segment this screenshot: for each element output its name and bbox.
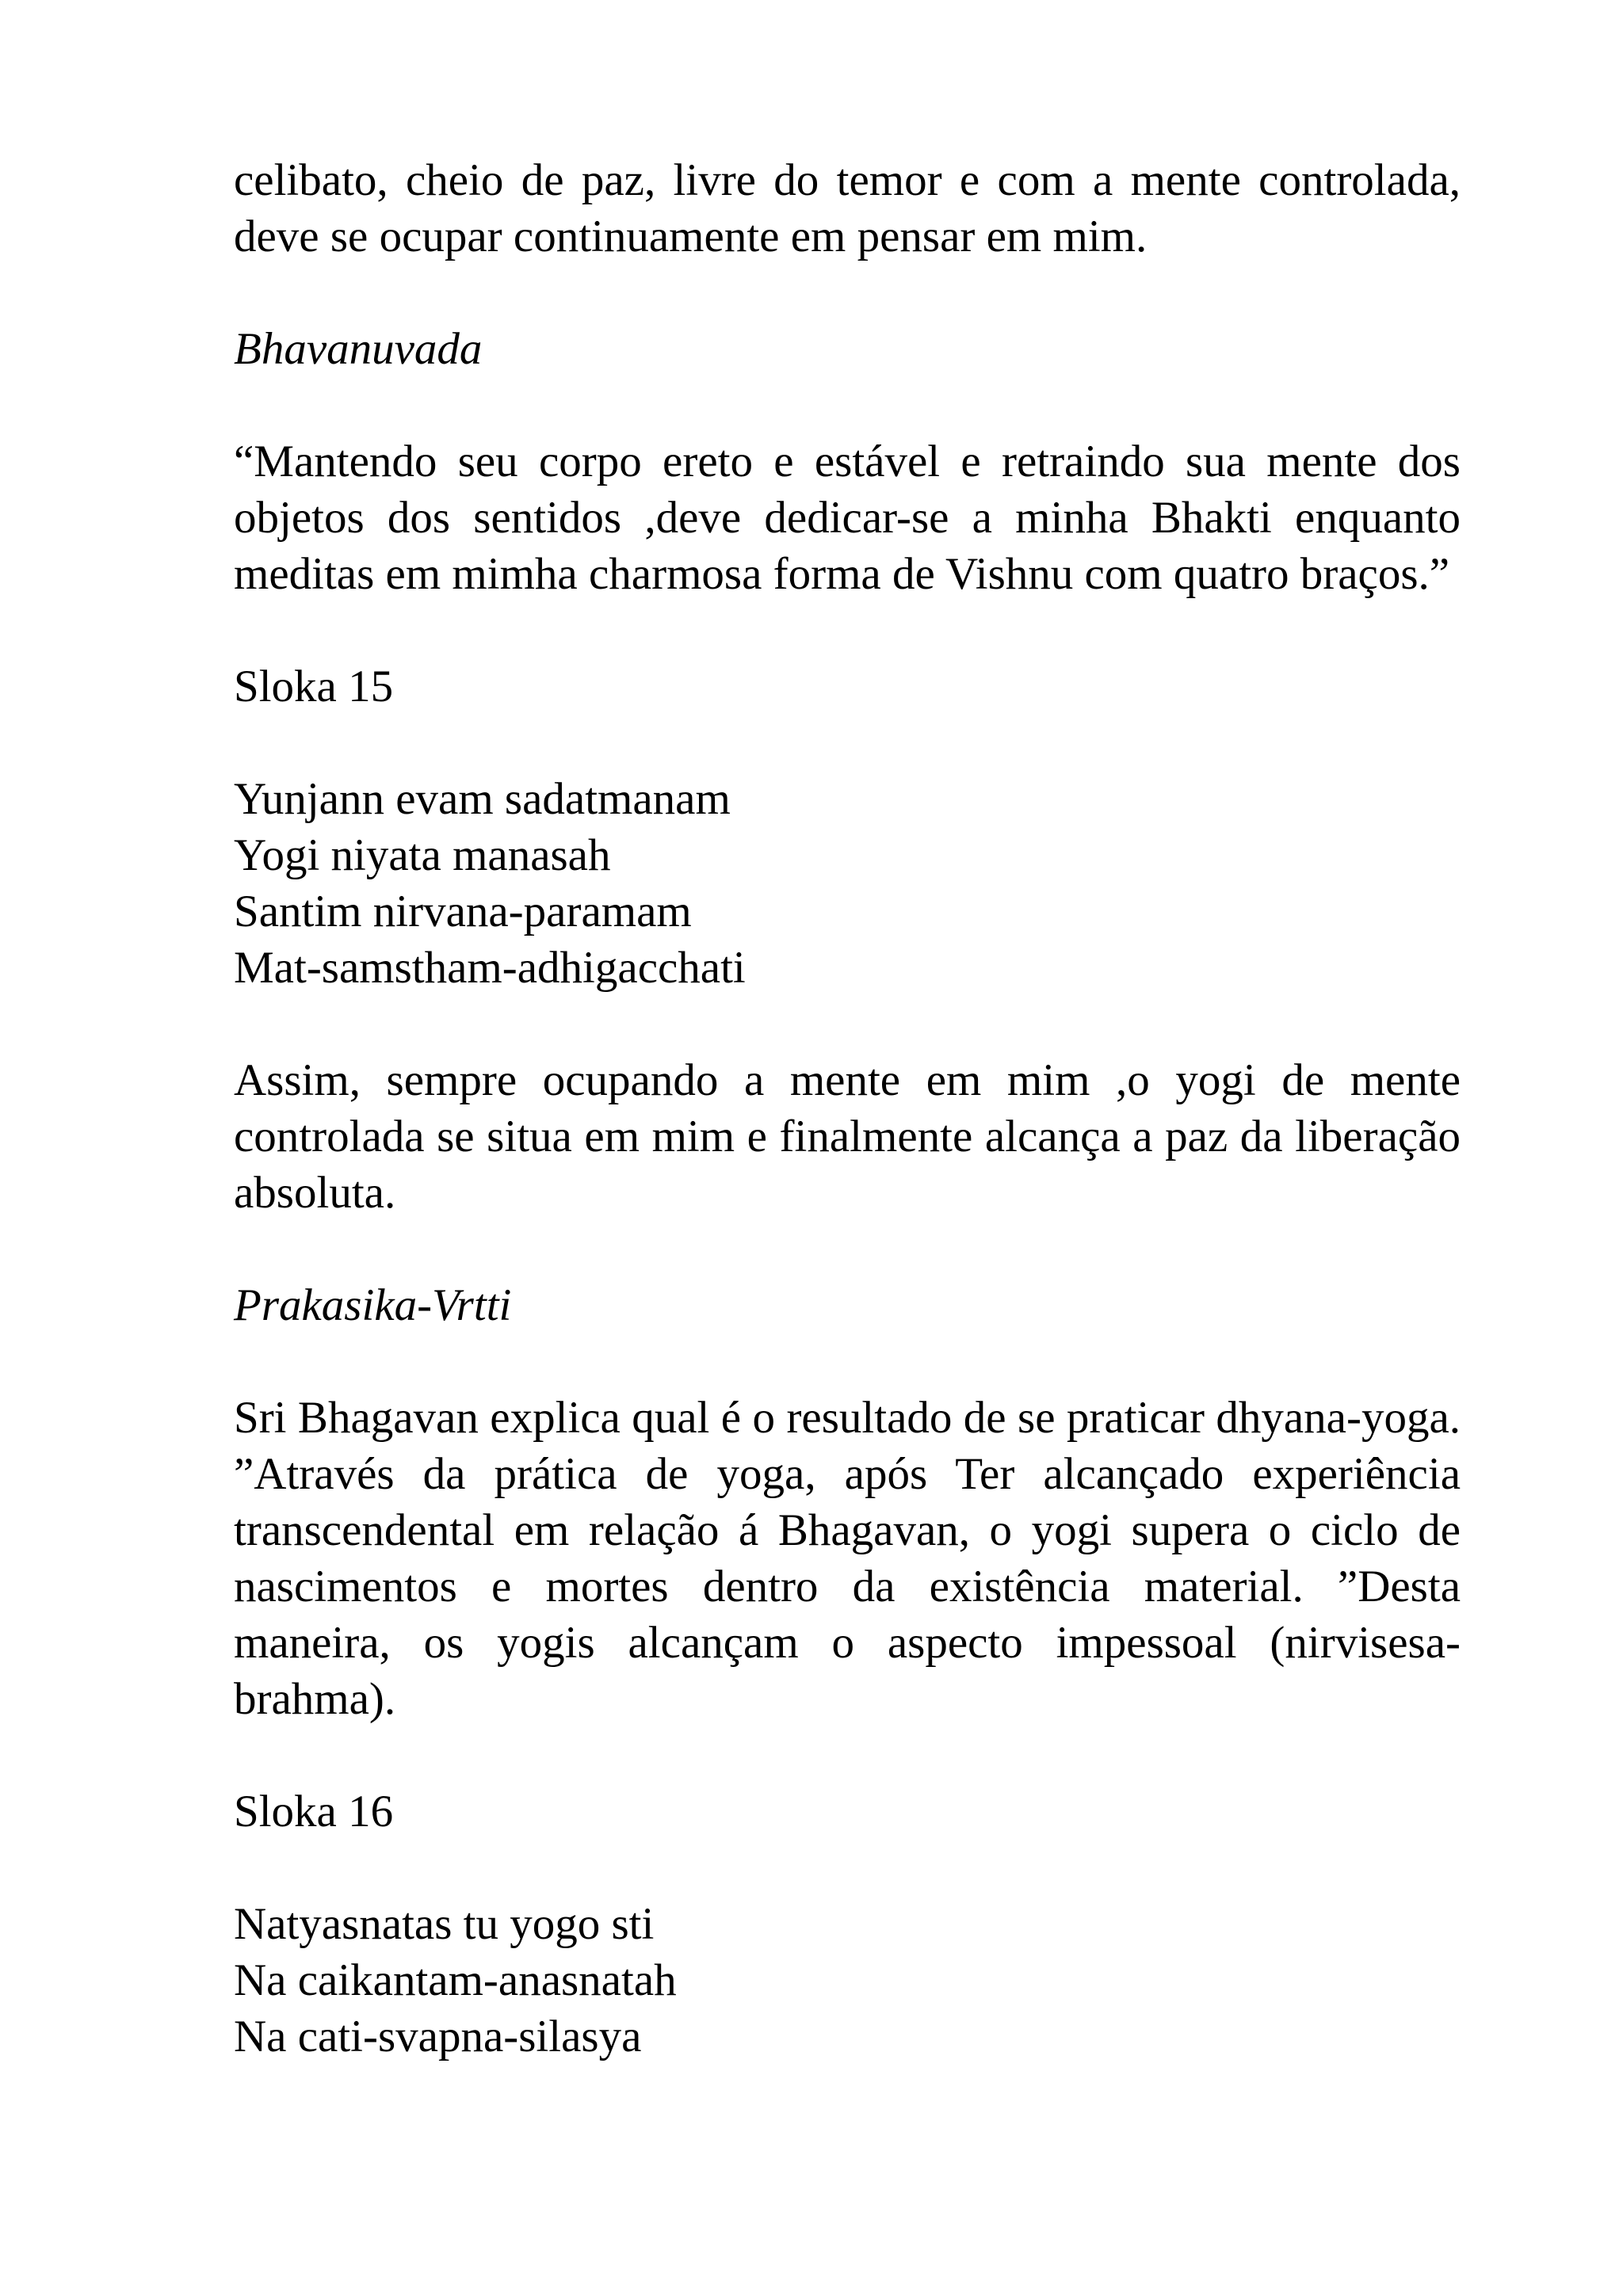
document-page (234, 152, 1461, 2065)
verse-sloka-16 (234, 1896, 1461, 2065)
verse-line: Na cati-svapna-silasya (234, 2012, 642, 2061)
verse-line: Natyasnatas tu yogo sti (234, 1899, 655, 1949)
verse-line: Mat-samstham-adhigacchati (234, 943, 746, 993)
paragraph-translation-15: Assim, sempre ocupando a mente em mim ,o yogi de mente controlada se situa em mim e finalmente alcança a paz da liberação absoluta. (234, 1055, 1461, 1218)
verse-sloka-15 (234, 771, 1461, 996)
verse-line: Yogi niyata manasah (234, 830, 611, 880)
section-heading-bhavanuvada: Bhavanuvada (234, 324, 483, 374)
sloka-label-15: Sloka 15 (234, 662, 394, 711)
verse-line: Yunjann evam sadatmanam (234, 774, 731, 824)
verse-line: Santim nirvana-paramam (234, 887, 692, 936)
paragraph-continuation: celibato, cheio de paz, livre do temor e com a mente controlada, deve se ocupar continuamente em pensar em mim. (234, 155, 1461, 261)
paragraph-bhavanuvada: “Mantendo seu corpo ereto e estável e retraindo sua mente dos objetos dos sentidos ,deve dedicar-se a minha Bhakti enquanto meditas em mimha charmosa forma de Vishnu com quatro braços.” (234, 437, 1461, 599)
verse-line: Na caikantam-anasnatah (234, 1955, 677, 2005)
paragraph-prakasika-vrtti: Sri Bhagavan explica qual é o resultado de se praticar dhyana-yoga. ”Através da prática de yoga, após Ter alcançado experiência transcendental em relação á Bhagavan, o yogi supera o ciclo de nascimentos e mortes dentro da existência material. ”Desta maneira, os yogis alcançam o aspecto impessoal (nirvisesa-brahma). (234, 1393, 1461, 1724)
section-heading-prakasika-vrtti: Prakasika-Vrtti (234, 1280, 512, 1330)
sloka-label-16: Sloka 16 (234, 1787, 394, 1836)
